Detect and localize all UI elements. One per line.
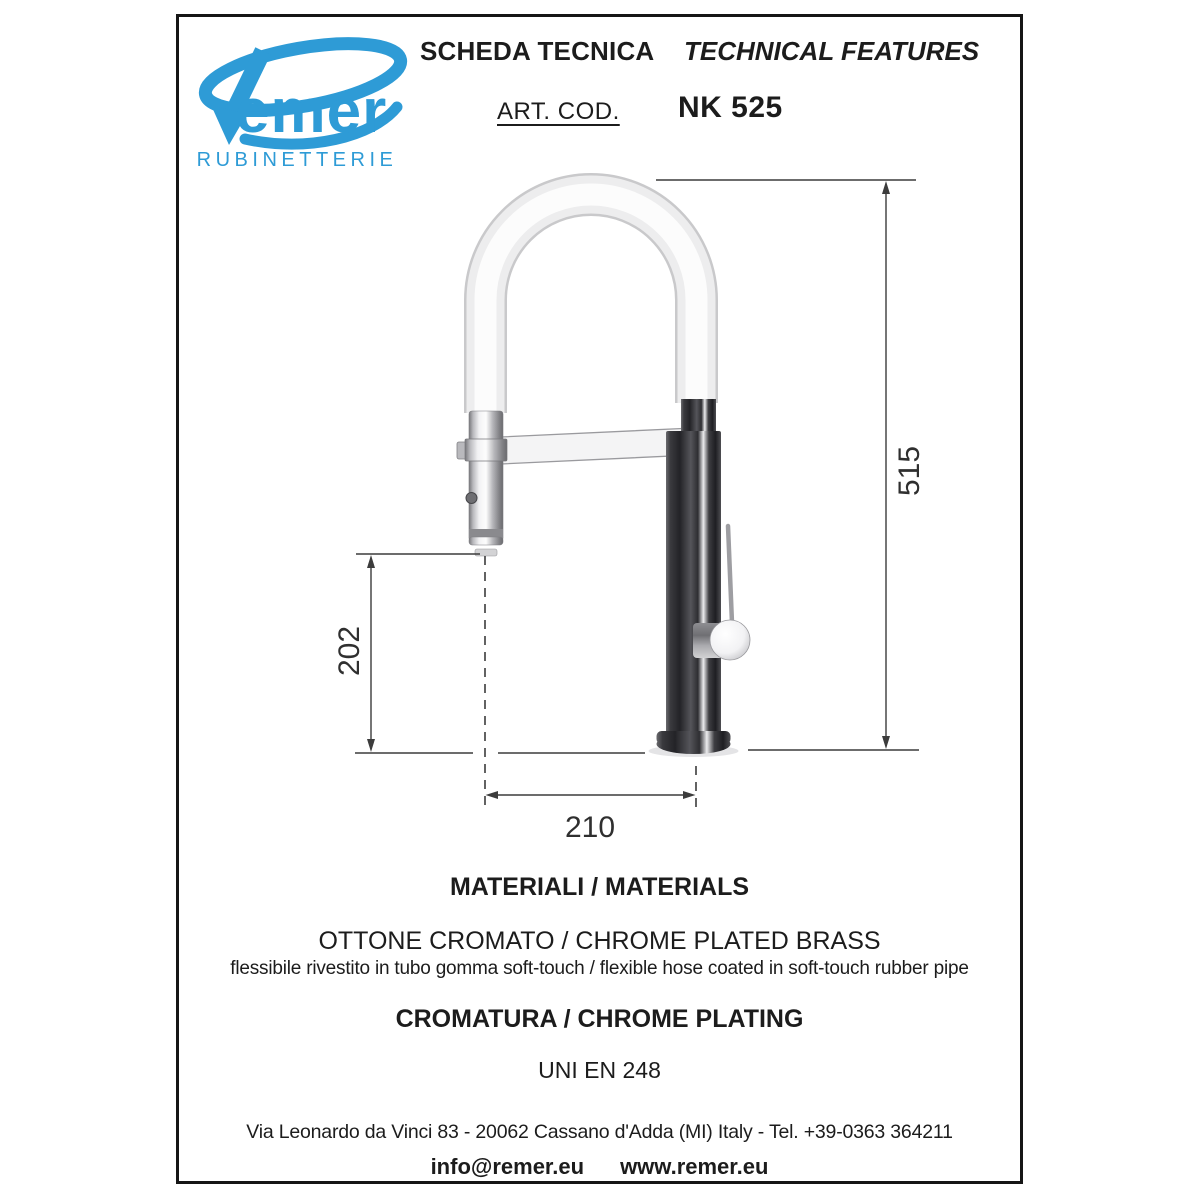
article-code-label: ART. COD. — [497, 98, 620, 125]
brand-logo — [185, 25, 415, 173]
faucet-body-shape — [649, 399, 751, 757]
footer-website: www.remer.eu — [620, 1154, 769, 1179]
support-bar-shape — [479, 428, 693, 465]
logo-subtitle: RUBINETTERIE — [196, 149, 398, 171]
title-english: TECHNICAL FEATURES — [684, 36, 980, 66]
footer-contacts — [179, 1154, 1020, 1180]
dimension-arrowheads — [367, 181, 890, 799]
dim-label-reach: 210 — [564, 811, 616, 844]
materials-heading: MATERIALI / MATERIALS — [449, 873, 750, 901]
materials-line1: OTTONE CROMATO / CHROME PLATED BRASS — [318, 927, 881, 955]
footer-address: Via Leonardo da Vinci 83 - 20062 Cassano d'Adda (MI) Italy - Tel. +39-0363 364211 — [246, 1121, 953, 1143]
title-italian: SCHEDA TECNICA — [420, 36, 655, 66]
plating-heading: CROMATURA / CHROME PLATING — [395, 1005, 804, 1033]
dim-label-height: 515 — [893, 445, 926, 497]
materials-line2: flessibile rivestito in tubo gomma soft-touch / flexible hose coated in soft-touch rubber pipe — [230, 958, 969, 979]
datasheet-page — [176, 14, 1023, 1184]
dimension-lines — [355, 180, 919, 813]
footer-email: info@remer.eu — [430, 1154, 585, 1179]
article-code-value: NK 525 — [678, 91, 783, 124]
spray-head-shape — [457, 411, 507, 556]
dim-label-clearance: 202 — [333, 625, 366, 677]
standard-reference: UNI EN 248 — [538, 1057, 661, 1083]
hose-arch-shape — [486, 195, 697, 413]
logo-wordmark: emer — [235, 77, 388, 146]
base-shadow — [649, 745, 739, 757]
